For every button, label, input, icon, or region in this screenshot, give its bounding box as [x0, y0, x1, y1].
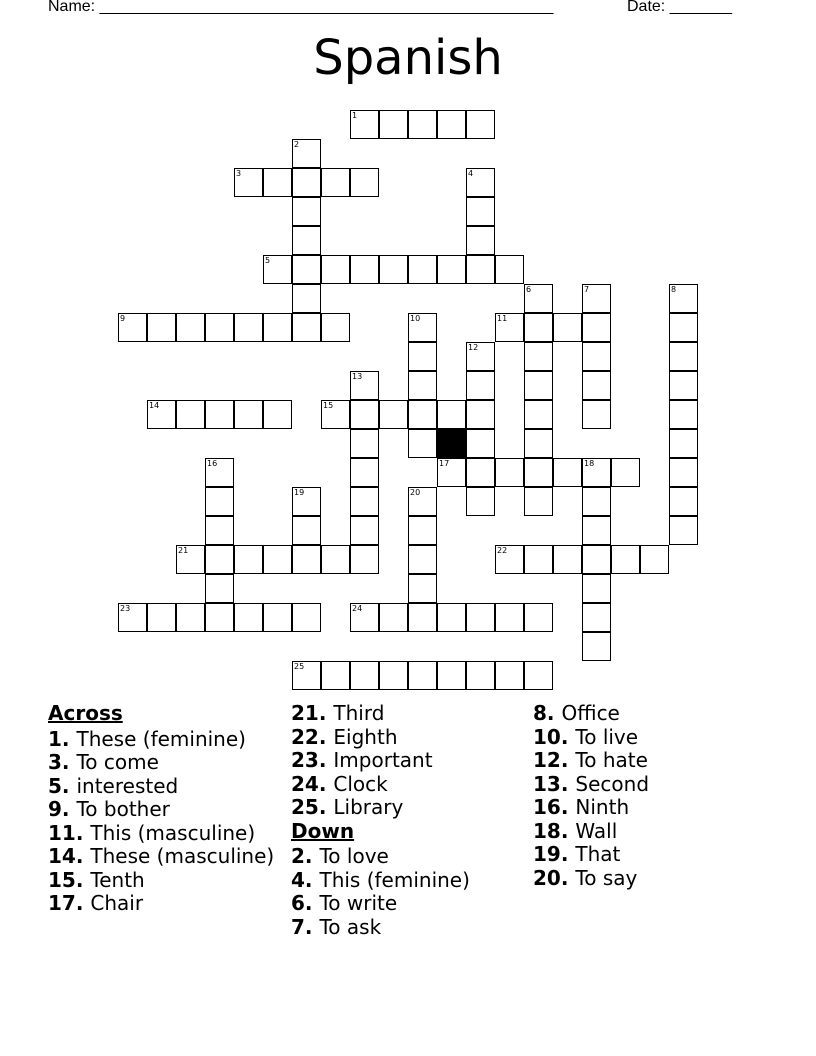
clue-number-label: 19. [533, 842, 576, 866]
clue-item [48, 728, 278, 752]
clues-column-1 [48, 702, 278, 916]
grid-cell[interactable] [408, 516, 437, 545]
grid-cell[interactable] [292, 168, 321, 197]
grid-cell[interactable] [466, 255, 495, 284]
clue-text: Eighth [333, 724, 398, 749]
grid-cell[interactable] [582, 574, 611, 603]
clue-text: Third [333, 701, 385, 725]
grid-cell-17[interactable] [437, 458, 466, 487]
grid-cell-22[interactable] [495, 545, 524, 574]
clue-number-label: 14. [48, 844, 91, 868]
clue-number: 24 [352, 604, 363, 613]
clue-text: Wall [575, 818, 618, 843]
grid-cell[interactable] [524, 429, 553, 458]
grid-cell[interactable] [466, 400, 495, 429]
grid-cell[interactable] [234, 545, 263, 574]
clue-text: To say [575, 865, 638, 890]
clue-item [533, 749, 763, 773]
grid-cell[interactable] [495, 458, 524, 487]
grid-cell[interactable] [263, 313, 292, 342]
grid-cell-6[interactable] [524, 284, 553, 313]
grid-cell[interactable] [321, 661, 350, 690]
grid-cell[interactable] [437, 661, 466, 690]
clues-column-2 [291, 702, 521, 939]
clue-item [533, 726, 763, 750]
grid-cell-25[interactable] [292, 661, 321, 690]
clue-item [533, 843, 763, 867]
clue-number: 4 [468, 169, 474, 178]
clue-text: To love [319, 844, 389, 868]
grid-cell[interactable] [263, 400, 292, 429]
grid-cell[interactable] [640, 545, 669, 574]
clue-number-label: 6. [291, 891, 320, 915]
clue-item [291, 796, 521, 820]
clue-number-label: 9. [48, 797, 77, 821]
name-field-label: Name: ___________________________________________________ [48, 0, 554, 15]
clue-item [48, 869, 278, 893]
across-clue-list-continued [291, 702, 521, 820]
grid-cell[interactable] [350, 458, 379, 487]
grid-cell[interactable] [292, 313, 321, 342]
clue-item [291, 869, 521, 893]
grid-cell[interactable] [582, 342, 611, 371]
grid-cell[interactable] [292, 545, 321, 574]
grid-cell[interactable] [292, 226, 321, 255]
clue-text: Chair [90, 891, 144, 915]
clue-number: 11 [497, 314, 508, 323]
clue-item [48, 798, 278, 822]
grid-cell[interactable] [524, 487, 553, 516]
grid-cell[interactable] [466, 371, 495, 400]
grid-cell[interactable] [292, 516, 321, 545]
grid-cell[interactable] [350, 487, 379, 516]
grid-cell[interactable] [350, 168, 379, 197]
clue-number: 8 [671, 285, 677, 294]
grid-cell[interactable] [408, 661, 437, 690]
grid-cell[interactable] [524, 661, 553, 690]
clue-text: Tenth [90, 867, 145, 892]
clue-number: 16 [207, 459, 218, 468]
clue-number: 1 [352, 111, 358, 120]
clue-number-label: 7. [291, 914, 320, 939]
clue-text: To hate [575, 748, 648, 772]
grid-cell[interactable] [669, 429, 698, 458]
grid-cell[interactable] [582, 313, 611, 342]
grid-cell[interactable] [205, 545, 234, 574]
grid-cell[interactable] [408, 429, 437, 458]
grid-cell[interactable] [379, 110, 408, 139]
across-clue-list [48, 728, 278, 916]
grid-cell[interactable] [350, 429, 379, 458]
grid-cell[interactable] [466, 429, 495, 458]
grid-cell[interactable] [669, 400, 698, 429]
clue-item [291, 773, 521, 797]
clue-item [291, 702, 521, 726]
grid-cell[interactable] [582, 603, 611, 632]
clue-text: These (masculine) [90, 844, 275, 868]
black-square [437, 429, 466, 458]
clue-text: Clock [333, 771, 388, 796]
grid-cell[interactable] [466, 110, 495, 139]
grid-cell[interactable] [263, 168, 292, 197]
grid-cell[interactable] [292, 197, 321, 226]
grid-cell[interactable] [553, 313, 582, 342]
clue-item [291, 916, 521, 940]
clue-number-label: 20. [533, 865, 576, 890]
grid-cell[interactable] [292, 255, 321, 284]
grid-cell-21[interactable] [176, 545, 205, 574]
clue-number-label: 18. [533, 818, 576, 843]
clue-number: 13 [352, 372, 363, 381]
clue-number: 22 [497, 546, 508, 555]
clue-number-label: 11. [48, 820, 91, 845]
grid-cell[interactable] [669, 313, 698, 342]
grid-cell[interactable] [553, 458, 582, 487]
grid-cell[interactable] [408, 371, 437, 400]
grid-cell-13[interactable] [350, 371, 379, 400]
grid-cell[interactable] [524, 400, 553, 429]
grid-cell[interactable] [437, 110, 466, 139]
clue-number-label: 17. [48, 891, 91, 915]
grid-cell-8[interactable] [669, 284, 698, 313]
down-clue-list-continued [533, 702, 763, 890]
clue-item [533, 867, 763, 891]
grid-cell-4[interactable] [466, 168, 495, 197]
clue-number-label: 15. [48, 867, 91, 892]
grid-cell[interactable] [147, 603, 176, 632]
grid-cell[interactable] [495, 255, 524, 284]
clue-number: 6 [526, 285, 532, 294]
grid-cell[interactable] [379, 603, 408, 632]
grid-cell-10[interactable] [408, 313, 437, 342]
grid-cell-11[interactable] [495, 313, 524, 342]
grid-cell[interactable] [466, 661, 495, 690]
clue-number: 23 [120, 604, 131, 613]
clue-text: That [575, 842, 621, 866]
clue-number-label: 12. [533, 748, 576, 772]
grid-cell[interactable] [234, 400, 263, 429]
grid-cell[interactable] [205, 603, 234, 632]
clue-item [533, 820, 763, 844]
grid-cell[interactable] [582, 632, 611, 661]
clue-number-label: 1. [48, 726, 77, 751]
grid-cell[interactable] [205, 487, 234, 516]
grid-cell[interactable] [437, 400, 466, 429]
clue-number-label: 21. [291, 701, 334, 725]
grid-cell[interactable] [263, 545, 292, 574]
grid-cell[interactable] [495, 603, 524, 632]
grid-cell[interactable] [321, 313, 350, 342]
clue-text: Library [333, 795, 404, 819]
grid-cell-15[interactable] [321, 400, 350, 429]
down-heading: Down [291, 818, 355, 843]
grid-cell[interactable] [292, 284, 321, 313]
grid-cell[interactable] [408, 574, 437, 603]
grid-cell[interactable] [321, 255, 350, 284]
grid-cell[interactable] [350, 255, 379, 284]
grid-cell[interactable] [379, 400, 408, 429]
grid-cell[interactable] [379, 661, 408, 690]
clue-text: To bother [76, 797, 170, 821]
grid-cell[interactable] [408, 342, 437, 371]
clue-number: 7 [584, 285, 590, 294]
clue-text: Office [561, 701, 620, 725]
grid-cell[interactable] [408, 110, 437, 139]
clue-text: To ask [319, 914, 382, 939]
clue-number-label: 24. [291, 771, 334, 796]
grid-cell[interactable] [205, 313, 234, 342]
grid-cell[interactable] [582, 371, 611, 400]
clue-text: This (masculine) [90, 820, 256, 845]
clue-item [48, 845, 278, 869]
grid-cell-18[interactable] [582, 458, 611, 487]
clue-number: 14 [149, 401, 160, 410]
grid-cell-24[interactable] [350, 603, 379, 632]
grid-cell[interactable] [437, 255, 466, 284]
clue-number: 15 [323, 401, 334, 410]
clue-number-label: 5. [48, 773, 77, 798]
clue-number: 19 [294, 488, 305, 497]
clue-number: 17 [439, 459, 450, 468]
grid-cell[interactable] [582, 516, 611, 545]
grid-cell[interactable] [408, 255, 437, 284]
grid-cell[interactable] [147, 313, 176, 342]
clue-text: To come [76, 750, 159, 774]
grid-cell[interactable] [582, 545, 611, 574]
clue-number: 3 [236, 169, 242, 178]
clue-text: Ninth [575, 795, 630, 819]
clue-item [291, 892, 521, 916]
grid-cell[interactable] [466, 603, 495, 632]
grid-cell-19[interactable] [292, 487, 321, 516]
grid-cell[interactable] [176, 603, 205, 632]
grid-cell[interactable] [234, 603, 263, 632]
date-field-label: Date: _______ [627, 0, 732, 15]
clue-number: 12 [468, 343, 479, 352]
grid-cell[interactable] [466, 487, 495, 516]
grid-cell[interactable] [524, 458, 553, 487]
grid-cell[interactable] [524, 371, 553, 400]
clue-text: Second [575, 771, 650, 796]
clue-text: This (feminine) [319, 867, 470, 892]
clue-text: These (feminine) [76, 726, 246, 751]
grid-cell[interactable] [408, 603, 437, 632]
clue-item [533, 773, 763, 797]
clue-number: 10 [410, 314, 421, 323]
clue-number-label: 2. [291, 844, 320, 868]
grid-cell[interactable] [524, 342, 553, 371]
grid-cell[interactable] [466, 458, 495, 487]
grid-cell[interactable] [292, 603, 321, 632]
grid-cell[interactable] [408, 400, 437, 429]
page-title: Spanish [313, 30, 503, 86]
clues-column-3 [533, 702, 763, 890]
grid-cell-5[interactable] [263, 255, 292, 284]
clue-item [291, 726, 521, 750]
clue-number-label: 16. [533, 795, 576, 819]
clue-number-label: 8. [533, 701, 562, 725]
clue-item [48, 775, 278, 799]
grid-cell[interactable] [553, 545, 582, 574]
grid-cell[interactable] [466, 226, 495, 255]
clue-number-label: 25. [291, 795, 334, 819]
grid-cell[interactable] [350, 661, 379, 690]
clue-number-label: 10. [533, 724, 576, 749]
grid-cell[interactable] [524, 603, 553, 632]
clue-number-label: 3. [48, 750, 77, 774]
clue-number-label: 23. [291, 748, 334, 772]
clue-number: 21 [178, 546, 189, 555]
grid-cell[interactable] [582, 400, 611, 429]
down-clue-list [291, 845, 521, 939]
clue-item [48, 822, 278, 846]
grid-cell-12[interactable] [466, 342, 495, 371]
clue-text: To write [319, 891, 398, 915]
clue-text: interested [76, 773, 179, 798]
grid-cell-7[interactable] [582, 284, 611, 313]
clue-number: 5 [265, 256, 271, 265]
clue-item [291, 749, 521, 773]
grid-cell-1[interactable] [350, 110, 379, 139]
clue-number: 25 [294, 662, 305, 671]
grid-cell[interactable] [669, 342, 698, 371]
grid-cell-20[interactable] [408, 487, 437, 516]
clue-number: 2 [294, 140, 300, 149]
grid-cell-2[interactable] [292, 139, 321, 168]
clue-number-label: 4. [291, 867, 320, 892]
clue-number: 9 [120, 314, 126, 323]
across-heading: Across [48, 701, 123, 725]
grid-cell[interactable] [669, 371, 698, 400]
clue-number: 18 [584, 459, 595, 468]
grid-cell[interactable] [350, 400, 379, 429]
grid-cell[interactable] [669, 487, 698, 516]
grid-cell[interactable] [263, 603, 292, 632]
clue-item [533, 702, 763, 726]
grid-cell[interactable] [466, 197, 495, 226]
grid-cell[interactable] [176, 313, 205, 342]
grid-cell[interactable] [611, 458, 640, 487]
clue-number: 20 [410, 488, 421, 497]
grid-cell[interactable] [582, 487, 611, 516]
grid-cell[interactable] [350, 545, 379, 574]
grid-cell[interactable] [408, 545, 437, 574]
grid-cell-9[interactable] [118, 313, 147, 342]
grid-cell[interactable] [205, 516, 234, 545]
grid-cell[interactable] [176, 400, 205, 429]
clue-item [291, 845, 521, 869]
grid-cell[interactable] [379, 255, 408, 284]
grid-cell[interactable] [234, 313, 263, 342]
grid-cell[interactable] [524, 313, 553, 342]
grid-cell[interactable] [495, 661, 524, 690]
grid-cell[interactable] [611, 545, 640, 574]
clue-item [533, 796, 763, 820]
grid-cell[interactable] [669, 458, 698, 487]
clue-text: To live [575, 724, 639, 749]
clue-item [48, 751, 278, 775]
grid-cell-23[interactable] [118, 603, 147, 632]
grid-cell[interactable] [321, 168, 350, 197]
clue-item [48, 892, 278, 916]
grid-cell-3[interactable] [234, 168, 263, 197]
grid-cell[interactable] [437, 603, 466, 632]
grid-cell[interactable] [205, 400, 234, 429]
clue-text: Important [333, 748, 433, 772]
grid-cell-16[interactable] [205, 458, 234, 487]
grid-cell[interactable] [321, 545, 350, 574]
grid-cell[interactable] [350, 516, 379, 545]
grid-cell[interactable] [524, 545, 553, 574]
clue-number-label: 13. [533, 771, 576, 796]
grid-cell[interactable] [669, 516, 698, 545]
grid-cell-14[interactable] [147, 400, 176, 429]
clue-number-label: 22. [291, 724, 334, 749]
grid-cell[interactable] [205, 574, 234, 603]
